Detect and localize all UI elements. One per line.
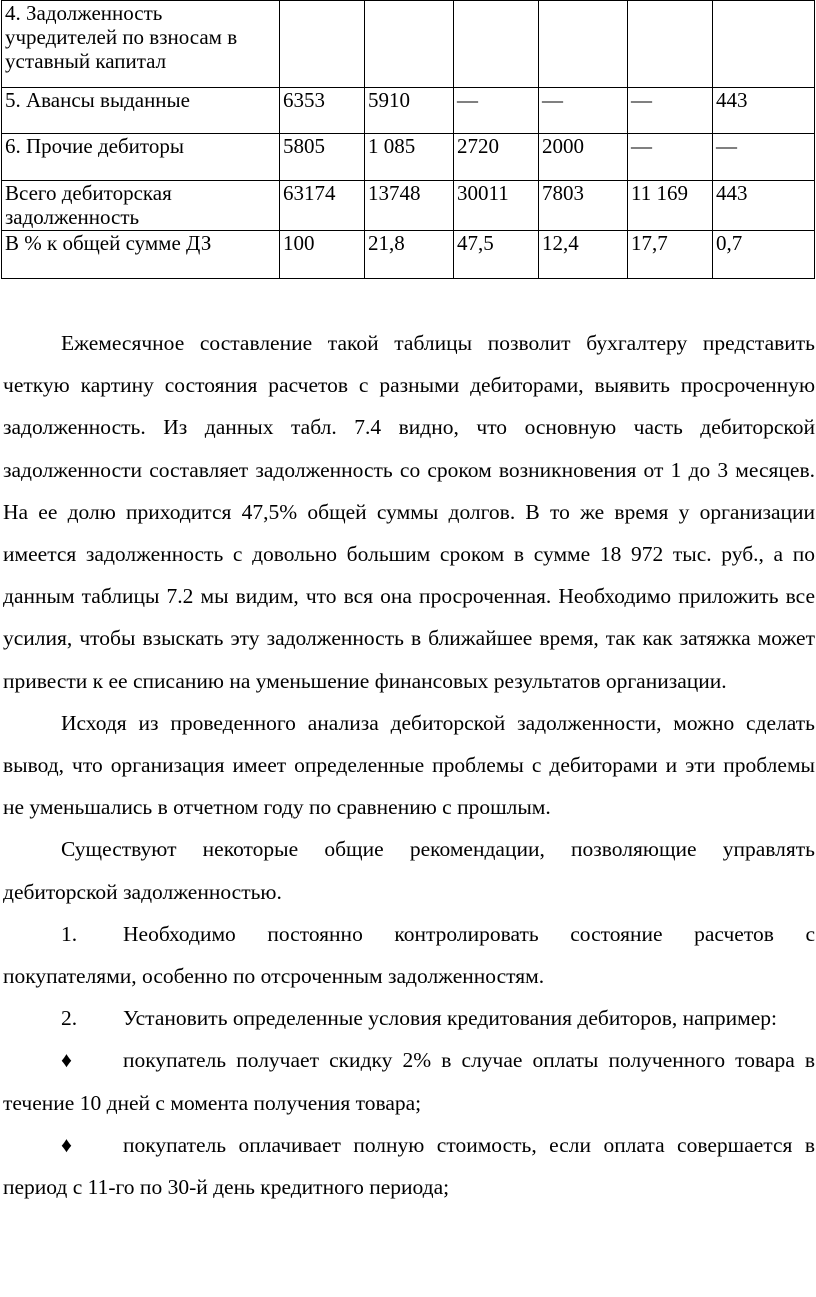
list-item-text: Установить определенные условия кредитования дебиторов, например: [123,1006,777,1031]
table-cell: 0,7 [713,231,815,279]
table-cell: 1 085 [365,134,454,181]
table-cell: — [454,88,539,134]
table-cell: 5805 [280,134,365,181]
table-cell: 21,8 [365,231,454,279]
bullet-item-text: покупатель оплачивает полную стоимость, если оплата совершается в период с 11-го по 30-й день кредитного периода; [3,1132,815,1200]
table-cell [713,1,815,88]
list-item-text: Необходимо постоянно контролировать состояние расчетов с покупателями, особенно по отсроченным задолженностям. [3,921,815,989]
row-label: В % к общей сумме ДЗ [2,231,280,279]
diamond-bullet-icon: ♦ [61,1132,72,1157]
bullet-item [3,1039,815,1123]
table-cell: — [713,134,815,181]
table-row [2,134,815,181]
list-item [3,997,815,1039]
table-cell [365,1,454,88]
table-row [2,181,815,231]
table-cell: 47,5 [454,231,539,279]
paragraph: Ежемесячное составление такой таблицы позволит бухгалтеру представить четкую картину состояния расчетов с разными дебиторами, выявить просроченную задолженность. Из данных табл. 7.4 видно, что основную часть дебиторской задолженности составляет задолженность со сроком возникновения от 1 до 3 месяцев. На ее долю приходится 47,5% общей суммы долгов. В то же время у организации имеется задолженность с довольно большим сроком в сумме 18 972 тыс. руб., а по данным таблицы 7.2 мы видим, что вся она просроченная. Необходимо приложить все усилия, чтобы взыскать эту задолженность в ближайшее время, так как затяжка может привести к ее списанию на уменьшение финансовых результатов организации. [3,331,815,693]
table-cell: — [628,134,713,181]
body-text [3,322,815,1208]
list-number: 1. [61,921,78,946]
table-cell: 17,7 [628,231,713,279]
table-cell: 7803 [539,181,628,231]
table-cell: 30011 [454,181,539,231]
table-row [2,1,815,88]
diamond-bullet-icon: ♦ [61,1048,72,1073]
table-cell: 100 [280,231,365,279]
row-label: Всего дебиторская задолженность [2,181,280,231]
row-label: 5. Авансы выданные [2,88,280,134]
bullet-item [3,1124,815,1208]
table-cell: 11 169 [628,181,713,231]
bullet-item-text: покупатель получает скидку 2% в случае оплаты полученного товара в течение 10 дней с момента получения товара; [3,1048,815,1115]
table-row [2,88,815,134]
table-cell [628,1,713,88]
receivables-table [1,0,815,279]
paragraph: Исходя из проведенного анализа дебиторской задолженности, можно сделать вывод, что организация имеет определенные проблемы с дебиторами и эти проблемы не уменьшались в отчетном году по сравнению с прошлым. [3,710,815,820]
row-label: 6. Прочие дебиторы [2,134,280,181]
table-cell: 2720 [454,134,539,181]
table-cell: 5910 [365,88,454,134]
table-row [2,231,815,279]
list-number: 2. [61,1006,78,1031]
table-cell [539,1,628,88]
table-cell: 443 [713,88,815,134]
table-cell [280,1,365,88]
table-cell: 443 [713,181,815,231]
table-cell: — [628,88,713,134]
table-cell: 6353 [280,88,365,134]
table-cell [454,1,539,88]
table-cell: 2000 [539,134,628,181]
list-item [3,913,815,997]
row-label: 4. Задолженность учредителей по взносам в уставный капитал [2,1,280,88]
table-cell: 12,4 [539,231,628,279]
table-cell: — [539,88,628,134]
table-cell: 13748 [365,181,454,231]
table-cell: 63174 [280,181,365,231]
paragraph: Существуют некоторые общие рекомендации, позволяющие управлять дебиторской задолженностью. [3,837,815,904]
